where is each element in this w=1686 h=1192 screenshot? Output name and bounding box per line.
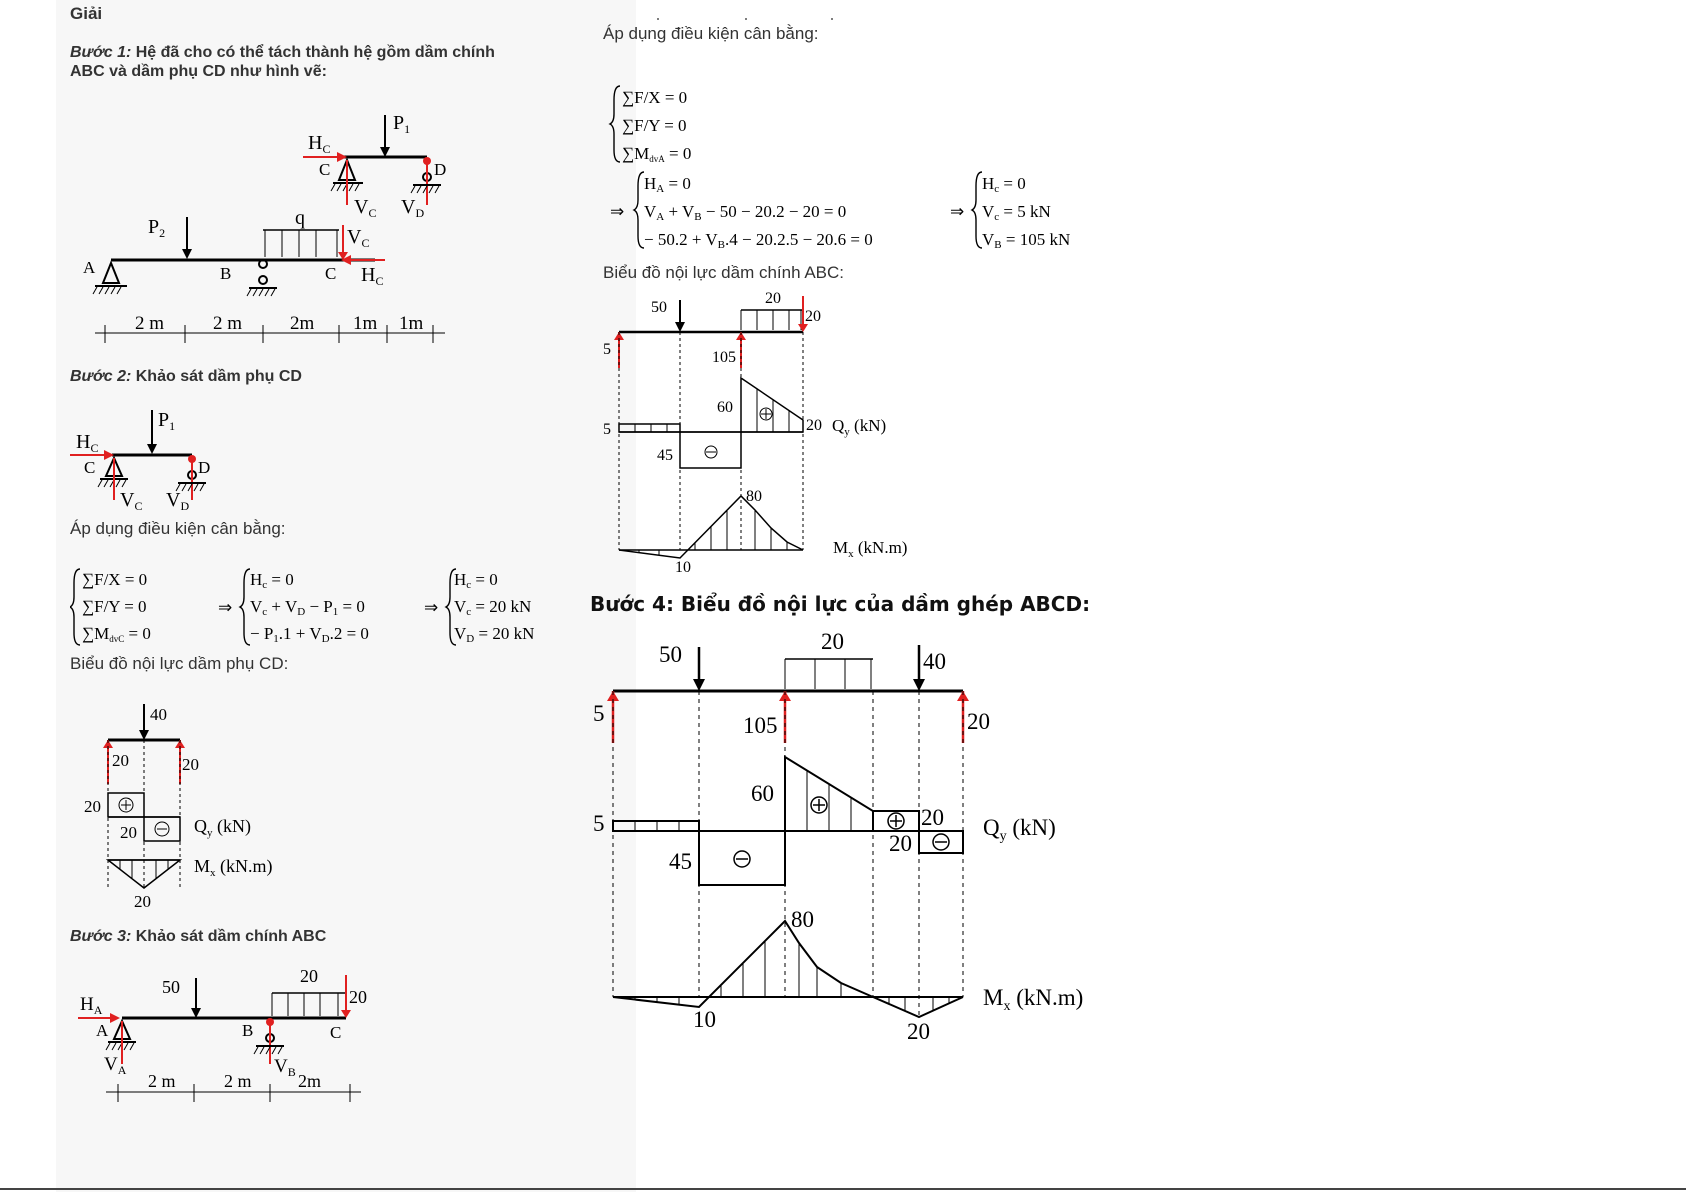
abcd1-q60: 60 [717,399,733,416]
fig1-dim-2: 2 m [213,313,243,334]
abc-HA: $H_A$ [80,994,103,1017]
abc-C: C [330,1023,342,1042]
abcd-load40: 40 [923,649,946,674]
abc-eq3: ∑MdvA = 0 [622,144,692,164]
abc-diagram-title: Biểu đồ nội lực dầm chính ABC: [603,263,845,282]
abc-dim-2: 2 m [224,1071,252,1091]
step1-label: Bước 1: [70,44,132,61]
abcd1-mx-label: $M_x$ (kN.m) [833,538,908,560]
step3-label: Bước 3: [70,928,132,945]
diagram-cd [78,700,298,915]
step2 [70,368,302,386]
fig1-VC-top: $V_C$ [354,196,377,220]
abc-eq5: VA + VB − 50 − 20.2 − 20 = 0 [644,202,847,223]
diagram-abcd [585,625,1100,1050]
abcd-left: 5 [593,701,605,726]
abc-end: 20 [349,987,367,1007]
step1-line1 [70,44,495,62]
fig1-P1: $P_1$ [393,112,411,136]
cd-load: 40 [150,705,167,724]
fig1-HC-low: $H_C$ [361,264,384,288]
fig1-dim-3: 2m [290,313,315,334]
fig1-B: B [220,264,232,283]
step2-label: Bước 2: [70,368,132,385]
heading: Giải [70,4,103,23]
abc-eq4: HA = 0 [644,174,691,195]
cd-qy-label: $Q_y$ (kN) [194,816,251,839]
abc-dim-3: 2m [298,1071,322,1091]
abcd-m20: 20 [907,1019,930,1044]
fig1-HC-top: $H_C$ [308,132,331,156]
fig1-q: q [295,207,305,229]
abcd-mid: 105 [743,713,778,738]
apply-text-cd: Áp dụng điều kiện cân bằng: [70,519,286,538]
abcd1-q45: 45 [657,447,673,464]
abcd-mx-label: $M_x$ (kN.m) [983,985,1084,1014]
step1-text1: Hệ đã cho có thể tách thành hệ gồm dầm chính [135,44,495,61]
step3-text: Khảo sát dầm chính ABC [135,928,327,945]
cd-right: 20 [182,755,199,774]
cd-eq4: Hc = 0 [250,570,294,591]
fig1-VD: $V_D$ [401,196,425,220]
apply-text-abc: Áp dụng điều kiện cân bằng: [603,24,819,43]
abc-arrow1: ⇒ [610,202,625,221]
abcd-q20b: 20 [889,831,912,856]
fig1-dim-1: 2 m [135,313,165,334]
cd-left: 20 [112,751,129,770]
abc-eq8: Vc = 5 kN [982,202,1051,223]
fig2-D: D [198,458,211,477]
abcd-m10: 10 [693,1007,716,1032]
fig2-HC: $H_C$ [76,431,99,455]
step1-text2: ABC và dầm phụ CD như hình vẽ: [70,63,327,80]
fig1-C-low: C [325,264,337,283]
cropped-line [656,8,856,12]
cd-eq7: Hc = 0 [454,570,498,591]
abcd-qy-label: $Q_y$ (kN) [983,815,1056,844]
cd-eq2: ∑F/Y = 0 [82,597,147,616]
step4-title: Bước 4: Biểu đồ nội lực của dầm ghép ABCD: [590,592,1091,616]
abcd1-m10: 10 [675,559,691,576]
abcd-right: 20 [967,709,990,734]
cd-q-right: 20 [120,823,137,842]
cd-arrow2: ⇒ [424,598,439,617]
abcd1-q5: 5 [603,421,611,438]
cd-q-left: 20 [84,797,101,816]
fig1-VC-low: $V_C$ [347,226,370,250]
abcd1-q: 20 [765,290,781,307]
diagram-abc [595,288,925,578]
abcd-q5: 5 [593,811,605,836]
abcd1-mid: 105 [712,349,736,366]
abcd-load50: 50 [659,642,682,667]
abc-load: 50 [162,977,180,997]
abcd-q20a: 20 [921,805,944,830]
bottom-divider [0,1188,1686,1190]
abcd1-q20: 20 [806,417,822,434]
abc-VB: $V_B$ [274,1056,296,1079]
abcd1-m80: 80 [746,488,762,505]
abc-eq2: ∑F/Y = 0 [622,116,687,135]
fig1-dim-5: 1m [399,313,424,334]
abcd-m80: 80 [791,907,814,932]
step2-text: Khảo sát dầm phụ CD [135,368,302,385]
cd-eq9: VD = 20 kN [454,624,535,645]
abcd-q: 20 [821,629,844,654]
equations-cd [70,563,550,653]
figure-composite-beam [75,105,455,355]
cd-arrow1: ⇒ [218,598,233,617]
abcd1-end: 20 [805,308,821,325]
fig1-C-top: C [319,160,331,179]
fig1-A: A [83,258,96,277]
abc-q: 20 [300,966,318,986]
abcd1-load: 50 [651,299,667,316]
abcd-q60: 60 [751,781,774,806]
fig1-dim-4: 1m [353,313,378,334]
figure-beam-abc [76,960,376,1105]
cd-m-val: 20 [134,892,151,911]
cd-diagram-title: Biểu đồ nội lực dầm phụ CD: [70,654,289,673]
abc-arrow2: ⇒ [950,202,965,221]
abc-eq6: − 50.2 + VB.4 − 20.2.5 − 20.6 = 0 [644,230,873,251]
abcd1-qy-label: $Q_y$ (kN) [832,416,887,438]
abc-A: A [96,1021,109,1040]
abc-eq7: Hc = 0 [982,174,1026,195]
step3 [70,928,326,946]
abcd-q45: 45 [669,849,692,874]
fig2-P1: $P_1$ [158,409,176,433]
fig2-VD: $V_D$ [166,489,190,513]
abc-eq9: VB = 105 kN [982,230,1071,251]
cd-eq1: ∑F/X = 0 [82,570,148,589]
abc-eq1: ∑F/X = 0 [622,88,688,107]
fig2-VC: $V_C$ [120,489,143,513]
figure-beam-cd [68,400,228,515]
fig2-C: C [84,458,96,477]
fig1-P2: $P_2$ [148,216,166,240]
equations-abc [604,80,1094,260]
abc-dim-1: 2 m [148,1071,176,1091]
abcd1-left: 5 [603,341,611,358]
cd-eq8: Vc = 20 kN [454,597,532,618]
cd-eq6: − P1.1 + VD.2 = 0 [250,624,369,645]
cd-eq5: Vc + VD − P1 = 0 [250,597,365,618]
fig1-D: D [434,160,447,179]
abc-B: B [242,1021,254,1040]
cd-eq3: ∑MdvC = 0 [82,624,151,644]
cd-mx-label: $M_x$ (kN.m) [194,856,273,879]
abc-VA: $V_A$ [104,1054,127,1077]
